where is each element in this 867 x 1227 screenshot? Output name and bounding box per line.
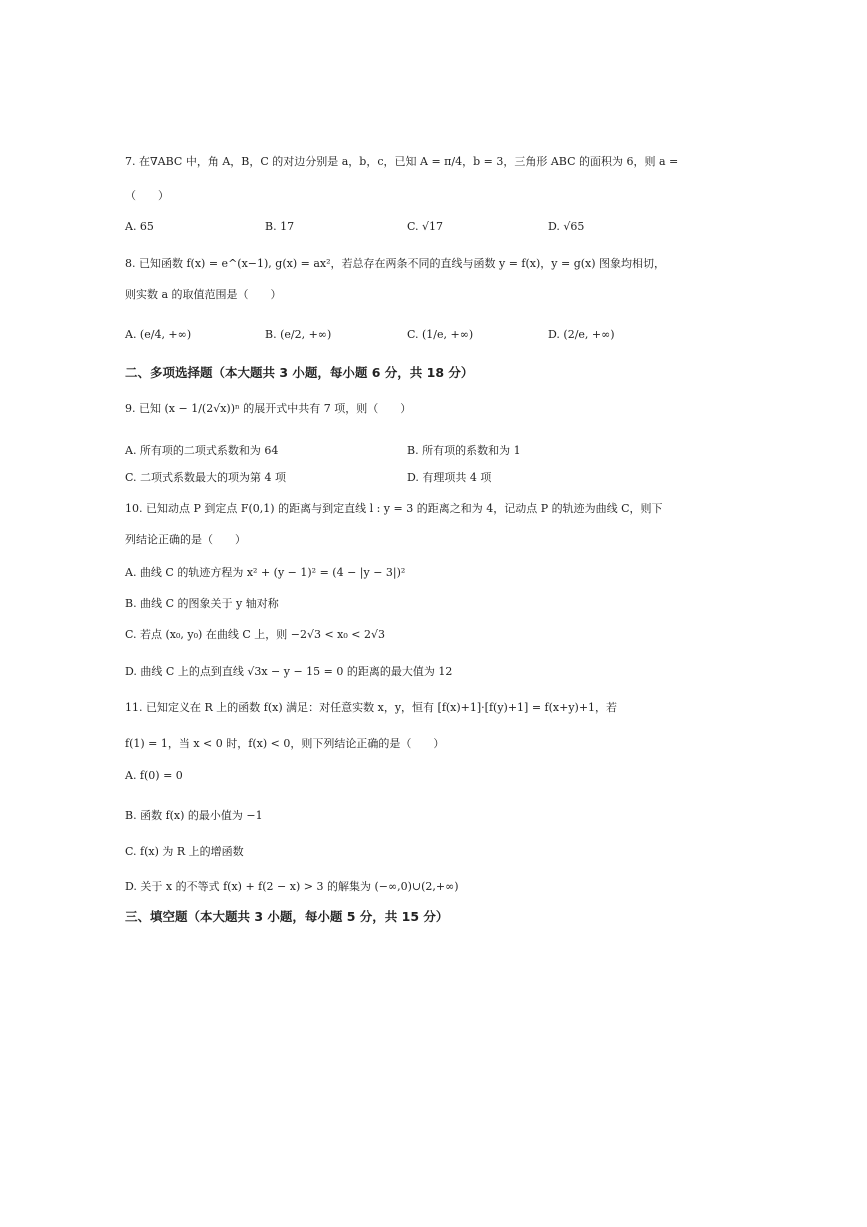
q11-stem: 11. 已知定义在 R 上的函数 f(x) 满足：对任意实数 x，y，恒有 [f(x)+1]·[f(y)+1] = f(x+y)+1，若 (125, 701, 618, 714)
q8-option-a: A. (e/4, +∞) (125, 328, 192, 341)
q10-option-d: D. 曲线 C 上的点到直线 √3x − y − 15 = 0 的距离的最大值为 12 (125, 665, 453, 678)
q11-option-c: C. f(x) 为 R 上的增函数 (125, 845, 244, 858)
q7-stem: 7. 在∇ABC 中，角 A，B，C 的对边分别是 a，b，c，已知 A = π/4，b = 3，三角形 ABC 的面积为 6，则 a = (125, 155, 679, 168)
q9-option-d: D. 有理项共 4 项 (407, 471, 492, 484)
q7-paren: （ ） (125, 189, 169, 202)
section-3-heading: 三、填空题（本大题共 3 小题，每小题 5 分，共 15 分） (125, 909, 449, 924)
q11-option-d: D. 关于 x 的不等式 f(x) + f(2 − x) > 3 的解集为 (−∞,0)∪(2,+∞) (125, 880, 459, 893)
q7-option-c: C. √17 (407, 220, 444, 233)
q9-option-c: C. 二项式系数最大的项为第 4 项 (125, 471, 287, 484)
q9-option-b: B. 所有项的系数和为 1 (407, 444, 521, 457)
q10-option-a: A. 曲线 C 的轨迹方程为 x² + (y − 1)² = (4 − |y − 3|)² (125, 566, 406, 579)
q10-option-c: C. 若点 (x₀, y₀) 在曲线 C 上，则 −2√3 < x₀ < 2√3 (125, 628, 385, 641)
section-2-heading: 二、多项选择题（本大题共 3 小题，每小题 6 分，共 18 分） (125, 365, 474, 380)
q11-option-b: B. 函数 f(x) 的最小值为 −1 (125, 809, 263, 822)
q7-option-a: A. 65 (125, 220, 154, 233)
q8-option-d: D. (2/e, +∞) (548, 328, 615, 341)
q9-stem: 9. 已知 (x − 1/(2√x))ⁿ 的展开式中共有 7 项，则（ ） (125, 402, 412, 415)
q8-stem-cont: 则实数 a 的取值范围是（ ） (125, 288, 282, 301)
q9-option-a: A. 所有项的二项式系数和为 64 (125, 444, 279, 457)
q11-stem-cont: f(1) = 1，当 x < 0 时，f(x) < 0，则下列结论正确的是（ ） (125, 737, 445, 750)
q8-stem: 8. 已知函数 f(x) = e^(x−1), g(x) = ax²，若总存在两条不同的直线与函数 y = f(x)，y = g(x) 图象均相切， (125, 257, 666, 270)
q8-option-c: C. (1/e, +∞) (407, 328, 474, 341)
q10-option-b: B. 曲线 C 的图象关于 y 轴对称 (125, 597, 279, 610)
q7-option-b: B. 17 (265, 220, 295, 233)
q7-option-d: D. √65 (548, 220, 585, 233)
q8-option-b: B. (e/2, +∞) (265, 328, 332, 341)
q11-option-a: A. f(0) = 0 (125, 769, 183, 782)
q10-stem: 10. 已知动点 P 到定点 F(0,1) 的距离与到定直线 l : y = 3 的距离之和为 4，记动点 P 的轨迹为曲线 C，则下 (125, 502, 663, 515)
q10-stem-cont: 列结论正确的是（ ） (125, 533, 246, 546)
